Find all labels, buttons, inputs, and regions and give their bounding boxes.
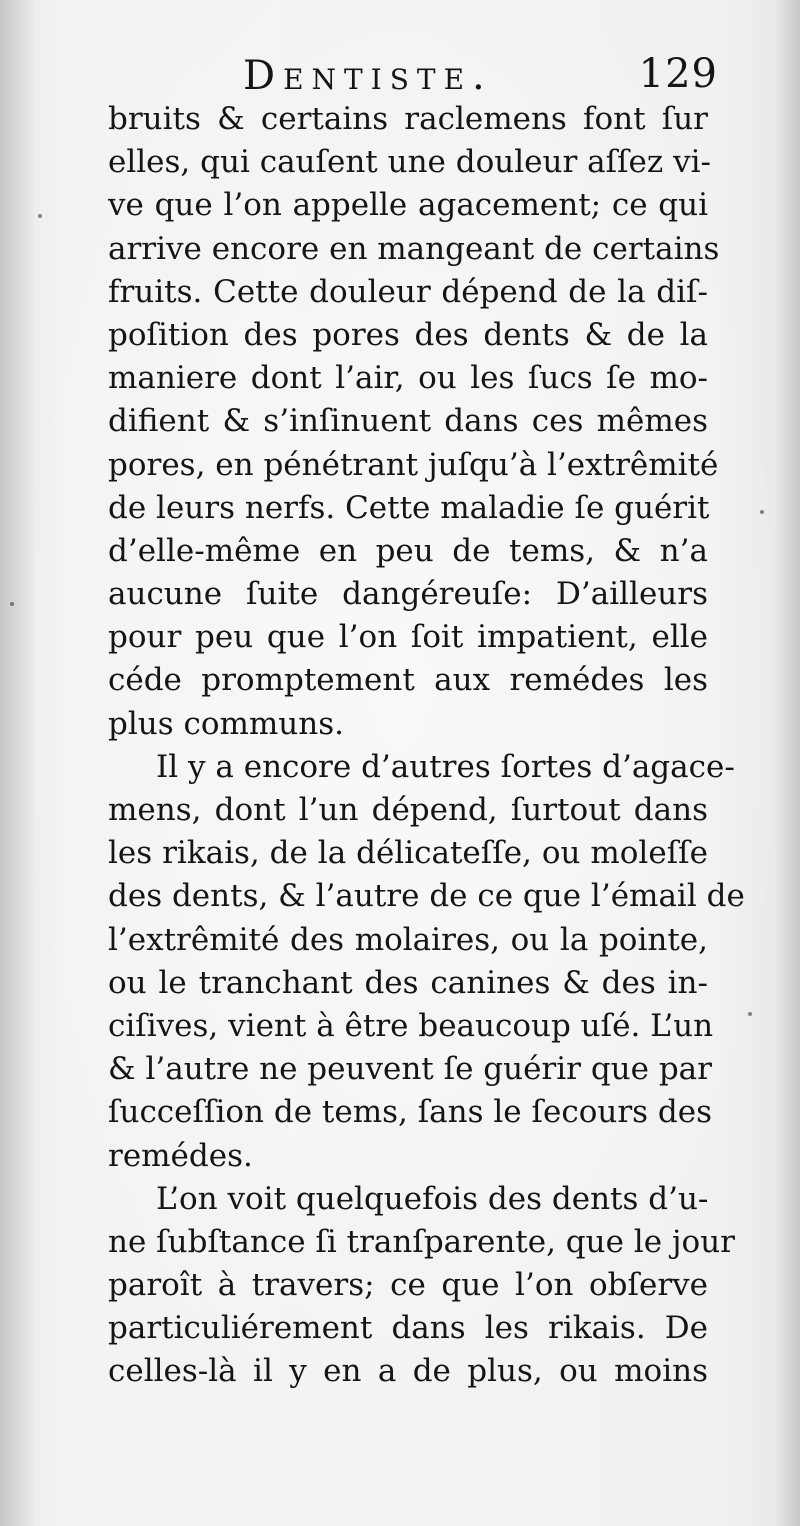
page-edge-shadow bbox=[774, 0, 800, 1526]
text-line: elles, qui cauſent une douleur aſſez vi- bbox=[108, 144, 711, 181]
page-gutter-shadow bbox=[0, 0, 34, 1526]
text-line: particuliérement dans les rikais. De bbox=[108, 1310, 708, 1347]
text-line: & l’autre ne peuvent ſe guérir que par bbox=[108, 1051, 712, 1088]
text-line: mens, dont l’un dépend, ſurtout dans bbox=[108, 792, 708, 828]
text-line: poſition des pores des dents & de la bbox=[108, 316, 708, 353]
paper-speck bbox=[38, 214, 42, 218]
paper-speck bbox=[748, 1012, 752, 1016]
text-line: bruits & certains raclemens font ſur bbox=[108, 101, 708, 137]
text-line: difient & s’inſinuent dans ces mêmes bbox=[108, 403, 708, 440]
text-line: ſucceſſion de tems, ſans le ſecours des bbox=[108, 1094, 713, 1131]
text-line: de leurs nerfs. Cette maladie ſe guérit bbox=[108, 489, 710, 526]
paragraph-first-line: L’on voit quelquefois des dents d’u- bbox=[156, 1180, 709, 1217]
text-line: fruits. Cette douleur dépend de la diſ- bbox=[108, 273, 708, 310]
text-line: paroît à travers; ce que l’on obſerve bbox=[108, 1267, 708, 1304]
text-line: ve que l’on appelle agacement; ce qui bbox=[108, 187, 708, 224]
page-number: 129 bbox=[638, 51, 718, 97]
text-line: ciſives, vient à être beaucoup uſé. L’un bbox=[108, 1007, 714, 1044]
text-line: pores, en pénétrant juſqu’à l’extrêmité bbox=[108, 446, 719, 483]
text-line: maniere dont l’air, ou les ſucs ſe mo- bbox=[108, 360, 708, 397]
text-line: l’extrêmité des molaires, ou la pointe, bbox=[108, 921, 708, 958]
text-line: plus communs. bbox=[108, 705, 344, 742]
text-line: céde promptement aux remédes les bbox=[108, 662, 708, 699]
text-line: d’elle-même en peu de tems, & n’a bbox=[108, 532, 708, 569]
paragraph-first-line: Il y a encore d’autres ſortes d’agace- bbox=[156, 748, 735, 785]
text-line: ne ſubſtance ſi tranſparente, que le jour bbox=[108, 1223, 735, 1260]
text-line: aucune ſuite dangéreuſe: D’ailleurs bbox=[108, 576, 708, 613]
paper-speck bbox=[10, 602, 14, 606]
running-header bbox=[108, 52, 718, 104]
text-line: remédes. bbox=[108, 1137, 253, 1174]
text-line: pour peu que l’on ſoit impatient, elle bbox=[108, 619, 708, 656]
text-line: ou le tranchant des canines & des in- bbox=[108, 964, 708, 1001]
paper-speck bbox=[760, 510, 764, 514]
header-title: Dentiste. bbox=[243, 53, 493, 99]
text-line: celles-là il y en a de plus, ou moins bbox=[108, 1353, 708, 1390]
text-line: les rikais, de la délicateſſe, ou moleſſe bbox=[108, 835, 708, 872]
text-line: arrive encore en mangeant de certains bbox=[108, 230, 720, 267]
text-line: des dents, & l’autre de ce que l’émail de bbox=[108, 878, 745, 915]
body-text bbox=[108, 98, 745, 1394]
